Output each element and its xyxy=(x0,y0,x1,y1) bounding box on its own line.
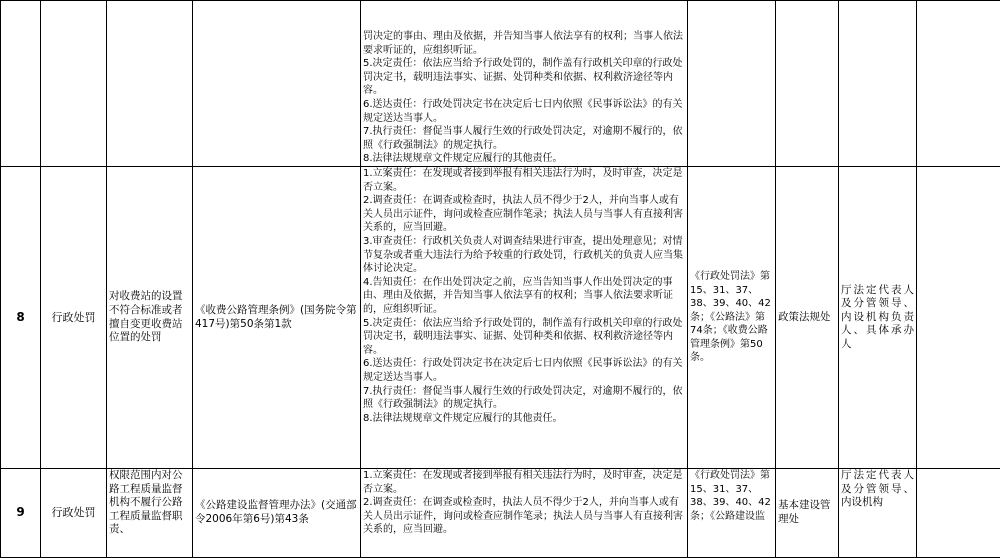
duty-item: 罚决定的事由、理由及依据，并告知当事人依法享有的权利；当事人依法要求听证的，应组织听证。 xyxy=(363,30,685,57)
row-head: 厅法定代表人及分管领导、内设机构 xyxy=(839,469,917,558)
duty-item: 6.送达责任：行政处罚决定书在决定后七日内依照《民事诉讼法》的有关规定送达当事人。 xyxy=(363,357,685,384)
table-row xyxy=(1,167,1000,469)
duty-item: 7.执行责任：督促当事人履行生效的行政处罚决定，对逾期不履行的，依照《行政强制法》的规定执行。 xyxy=(363,385,685,412)
row-dept xyxy=(776,1,839,167)
row-duties xyxy=(361,469,688,558)
row-blank xyxy=(917,1,1000,167)
row-type xyxy=(41,1,107,167)
row-dept: 政策法规处 xyxy=(776,167,839,469)
duty-item: 6.送达责任：行政处罚决定书在决定后七日内依照《民事诉讼法》的有关规定送达当事人。 xyxy=(363,98,685,125)
duty-item: 7.执行责任：督促当事人履行生效的行政处罚决定，对逾期不履行的，依照《行政强制法》的规定执行。 xyxy=(363,125,685,152)
row-basis xyxy=(193,1,361,167)
row-number xyxy=(1,1,41,167)
row-number: 8 xyxy=(1,167,41,469)
row-basis: 《公路建设监督管理办法》(交通部令2006年第6号)第43条 xyxy=(193,469,361,558)
duty-item: 3.审查责任：行政机关负责人对调查结果进行审查，提出处理意见；对情节复杂或者重大违法行为给予较重的行政处罚，行政机关的负责人应当集体讨论决定。 xyxy=(363,235,685,276)
row-law: 《行政处罚法》第15、31、37、38、39、40、42条；《公路法》第74条；《收费公路管理条例》第50条。 xyxy=(688,167,776,469)
table-row xyxy=(1,1,1000,167)
row-name: 对收费站的设置不符合标准或者擅自变更收费站位置的处罚 xyxy=(107,167,193,469)
duty-item: 5.决定责任：依法应当给予行政处罚的，制作盖有行政机关印章的行政处罚决定书，载明违法事实、证据、处罚种类和依据、权利救济途径等内容。 xyxy=(363,57,685,98)
duty-item: 5.决定责任：依法应当给予行政处罚的，制作盖有行政机关印章的行政处罚决定书，载明违法事实、证据、处罚种类和依据、权利救济途径等内容。 xyxy=(363,317,685,358)
duty-item: 4.告知责任：在作出处罚决定之前，应当告知当事人作出处罚决定的事由、理由及依据，并告知当事人依法享有的权利；当事人依法要求听证的，应组织听证。 xyxy=(363,276,685,317)
row-duties xyxy=(361,167,688,469)
row-law xyxy=(688,1,776,167)
duty-item: 8.法律法规规章文件规定应履行的其他责任。 xyxy=(363,152,685,166)
row-basis: 《收费公路管理条例》(国务院令第417号)第50条第1款 xyxy=(193,167,361,469)
row-head: 厅法定代表人及分管领导、内设机构负责人、具体承办人 xyxy=(839,167,917,469)
row-head xyxy=(839,1,917,167)
row-dept: 基本建设管理处 xyxy=(776,469,839,558)
duty-item: 2.调查责任：在调查或检查时，执法人员不得少于2人，并向当事人或有关人员出示证件，询问或检查应制作笔录；执法人员与当事人有直接利害关系的，应当回避。 xyxy=(363,496,685,537)
row-name xyxy=(107,1,193,167)
row-law: 《行政处罚法》第15、31、37、38、39、40、42条；《公路建设监 xyxy=(688,469,776,558)
duty-item: 8.法律法规规章文件规定应履行的其他责任。 xyxy=(363,412,685,426)
duty-item: 1.立案责任：在发现或者接到举报有相关违法行为时，及时审查，决定是否立案。 xyxy=(363,469,685,496)
row-blank xyxy=(917,469,1000,558)
duty-item: 1.立案责任：在发现或者接到举报有相关违法行为时，及时审查，决定是否立案。 xyxy=(363,167,685,194)
row-blank xyxy=(917,167,1000,469)
row-type: 行政处罚 xyxy=(41,167,107,469)
row-type: 行政处罚 xyxy=(41,469,107,558)
row-number: 9 xyxy=(1,469,41,558)
row-duties xyxy=(361,1,688,167)
duty-item: 2.调查责任：在调查或检查时，执法人员不得少于2人，并向当事人或有关人员出示证件，询问或检查应制作笔录；执法人员与当事人有直接利害关系的，应当回避。 xyxy=(363,194,685,235)
table-row xyxy=(1,469,1000,558)
row-name: 权限范围内对公路工程质量监督机构不履行公路工程质量监督职责、 xyxy=(107,469,193,558)
